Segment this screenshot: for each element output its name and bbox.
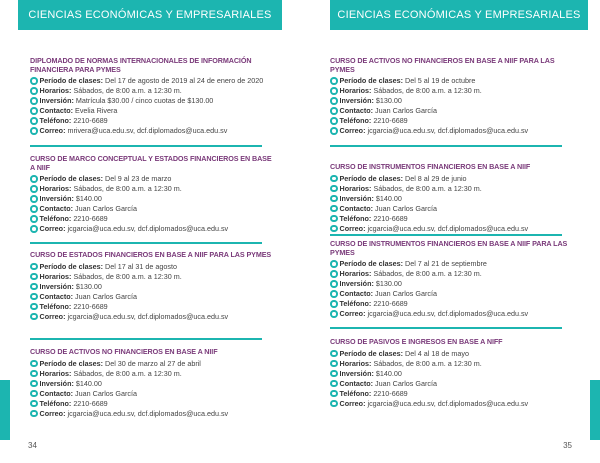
email-label: Correo: (339, 223, 366, 233)
schedule-label: Horarios: (339, 269, 372, 278)
course-block (30, 251, 272, 322)
contact-label: Contacto: (39, 291, 74, 301)
email-label: Correo: (339, 126, 366, 135)
investment-label: Inversión: (39, 378, 74, 388)
phone-value: 2210-6689 (73, 214, 108, 223)
schedule-label: Horarios: (339, 86, 372, 95)
email-row (30, 224, 272, 234)
period-label: Período de clases: (339, 76, 404, 85)
email-value: jcgarcia@uca.edu.sv, dcf.diplomados@uca.edu.sv (367, 126, 529, 135)
side-accent-bar (590, 380, 600, 440)
phone-label: Teléfono: (39, 301, 72, 311)
contact-value: Juan Carlos García (375, 378, 437, 388)
investment-row (30, 379, 272, 389)
investment-label: Inversión: (339, 279, 374, 288)
email-row (330, 309, 572, 319)
contact-row (330, 379, 572, 389)
period-row (30, 76, 272, 86)
email-icon (30, 225, 38, 233)
contact-value: Juan Carlos García (375, 106, 437, 115)
schedule-row (30, 272, 272, 282)
period-label: Período de clases: (339, 173, 404, 183)
clock-icon (330, 270, 338, 278)
period-row (30, 262, 272, 272)
schedule-row (30, 184, 272, 194)
page-number: 35 (563, 441, 572, 450)
contact-row (30, 204, 272, 214)
schedule-row (330, 269, 572, 279)
calendar-icon (330, 260, 338, 268)
schedule-value: Sábados, de 8:00 a.m. a 12:30 m. (73, 184, 182, 193)
email-icon (30, 127, 38, 135)
email-row (30, 126, 272, 136)
money-icon (30, 283, 38, 291)
schedule-label: Horarios: (39, 184, 72, 193)
person-icon (330, 107, 338, 115)
email-value: jcgarcia@uca.edu.sv, dcf.diplomados@uca.edu.sv (367, 223, 529, 233)
phone-row (330, 116, 572, 126)
phone-value: 2210-6689 (373, 299, 408, 308)
phone-row (30, 399, 272, 409)
schedule-row (30, 86, 272, 96)
divider (330, 327, 562, 329)
contact-label: Contacto: (339, 289, 374, 298)
email-label: Correo: (39, 224, 66, 233)
investment-label: Inversión: (39, 194, 74, 203)
period-label: Período de clases: (39, 174, 104, 183)
money-icon (330, 370, 338, 378)
email-icon (330, 225, 338, 233)
clock-icon (30, 370, 38, 378)
phone-label: Teléfono: (39, 214, 72, 223)
course-title: CURSO DE ACTIVOS NO FINANCIEROS EN BASE A NIIF PARA LAS PYMES (330, 56, 555, 74)
period-row (330, 259, 572, 269)
investment-label: Inversión: (339, 96, 374, 105)
email-value: jcgarcia@uca.edu.sv, dcf.diplomados@uca.edu.sv (67, 408, 229, 418)
period-value: Del 17 al 31 de agosto (105, 261, 177, 271)
period-value: Del 8 al 29 de junio (405, 173, 467, 183)
contact-label: Contacto: (339, 106, 374, 115)
money-icon (330, 195, 338, 203)
section-header: CIENCIAS ECONÓMICAS Y EMPRESARIALES (18, 0, 282, 30)
contact-row (30, 292, 272, 302)
contact-value: Evelia Rivera (75, 106, 118, 115)
contact-value: Juan Carlos García (75, 291, 137, 301)
phone-row (330, 299, 572, 309)
divider (30, 242, 262, 244)
schedule-value: Sábados, de 8:00 a.m. a 12:30 m. (373, 358, 482, 368)
course-title: CURSO DE INSTRUMENTOS FINANCIEROS EN BASE A NIIF PARA LAS PYMES (330, 239, 568, 257)
investment-label: Inversión: (339, 193, 374, 203)
calendar-icon (330, 350, 338, 358)
course-block (30, 348, 272, 419)
phone-icon (330, 300, 338, 308)
calendar-icon (30, 77, 38, 85)
phone-value: 2210-6689 (373, 388, 408, 398)
clock-icon (330, 360, 338, 368)
contact-row (330, 289, 572, 299)
schedule-value: Sábados, de 8:00 a.m. a 12:30 m. (373, 183, 482, 193)
period-label: Período de clases: (39, 261, 104, 271)
contact-row (330, 204, 572, 214)
clock-icon (30, 185, 38, 193)
investment-value: $140.00 (375, 193, 402, 203)
course-title: CURSO DE ESTADOS FINANCIEROS EN BASE A NIIF PARA LAS PYMES (30, 250, 272, 259)
investment-label: Inversión: (39, 281, 74, 291)
contact-row (30, 389, 272, 399)
divider (330, 145, 562, 147)
investment-row (330, 279, 572, 289)
page-number: 34 (28, 441, 37, 450)
divider (330, 234, 562, 236)
phone-icon (30, 215, 38, 223)
course-block (30, 57, 272, 136)
phone-value: 2210-6689 (373, 213, 408, 223)
email-label: Correo: (39, 408, 66, 418)
course-block (330, 57, 572, 136)
email-row (30, 409, 272, 419)
contact-value: Juan Carlos García (75, 204, 137, 213)
period-row (330, 174, 572, 184)
period-row (330, 76, 572, 86)
period-value: Del 4 al 18 de mayo (405, 348, 469, 358)
right-page (300, 0, 600, 463)
schedule-value: Sábados, de 8:00 a.m. a 12:30 m. (73, 86, 182, 95)
calendar-icon (30, 175, 38, 183)
money-icon (30, 97, 38, 105)
clock-icon (330, 185, 338, 193)
email-value: jcgarcia@uca.edu.sv, dcf.diplomados@uca.edu.sv (67, 224, 229, 233)
investment-value: Matrícula $30.00 / cinco cuotas de $130.00 (75, 96, 214, 105)
period-row (30, 174, 272, 184)
divider (30, 145, 262, 147)
person-icon (330, 290, 338, 298)
person-icon (330, 380, 338, 388)
calendar-icon (330, 77, 338, 85)
clock-icon (30, 273, 38, 281)
email-label: Correo: (339, 309, 366, 318)
phone-label: Teléfono: (39, 398, 72, 408)
phone-row (330, 214, 572, 224)
course-block (330, 338, 572, 409)
schedule-label: Horarios: (339, 358, 372, 368)
person-icon (30, 205, 38, 213)
contact-row (330, 106, 572, 116)
email-value: mrivera@uca.edu.sv, dcf.diplomados@uca.edu.sv (67, 126, 228, 135)
schedule-label: Horarios: (39, 86, 72, 95)
email-icon (330, 400, 338, 408)
phone-value: 2210-6689 (373, 116, 408, 125)
phone-icon (330, 390, 338, 398)
period-row (30, 359, 272, 369)
schedule-row (30, 369, 272, 379)
money-icon (330, 280, 338, 288)
course-title: DIPLOMADO DE NORMAS INTERNACIONALES DE INFORMACIÓN FINANCIERA PARA PYMES (30, 56, 252, 74)
phone-row (30, 302, 272, 312)
investment-row (330, 194, 572, 204)
investment-value: $130.00 (375, 279, 402, 288)
phone-row (30, 116, 272, 126)
phone-label: Teléfono: (39, 116, 72, 125)
email-row (30, 312, 272, 322)
person-icon (30, 293, 38, 301)
investment-row (30, 96, 272, 106)
contact-value: Juan Carlos García (375, 203, 437, 213)
schedule-row (330, 184, 572, 194)
schedule-row (330, 359, 572, 369)
schedule-label: Horarios: (39, 368, 72, 378)
period-value: Del 17 de agosto de 2019 al 24 de enero de 2020 (105, 76, 264, 85)
divider (30, 338, 262, 340)
email-icon (330, 310, 338, 318)
period-value: Del 9 al 23 de marzo (105, 174, 172, 183)
phone-icon (330, 117, 338, 125)
course-block (30, 155, 272, 234)
clock-icon (330, 87, 338, 95)
contact-label: Contacto: (39, 204, 74, 213)
contact-label: Contacto: (39, 106, 74, 115)
investment-value: $140.00 (75, 378, 102, 388)
investment-value: $130.00 (75, 281, 102, 291)
investment-label: Inversión: (39, 96, 74, 105)
money-icon (30, 380, 38, 388)
phone-label: Teléfono: (339, 116, 372, 125)
schedule-value: Sábados, de 8:00 a.m. a 12:30 m. (373, 269, 482, 278)
contact-label: Contacto: (339, 203, 374, 213)
investment-value: $130.00 (375, 96, 402, 105)
course-block (330, 240, 572, 319)
calendar-icon (330, 175, 338, 183)
calendar-icon (30, 360, 38, 368)
email-value: jcgarcia@uca.edu.sv, dcf.diplomados@uca.edu.sv (367, 398, 529, 408)
phone-icon (30, 303, 38, 311)
period-label: Período de clases: (39, 358, 104, 368)
schedule-label: Horarios: (339, 183, 372, 193)
phone-label: Teléfono: (339, 299, 372, 308)
schedule-value: Sábados, de 8:00 a.m. a 12:30 m. (373, 86, 482, 95)
course-title: CURSO DE MARCO CONCEPTUAL Y ESTADOS FINANCIEROS EN BASE A NIIF (30, 154, 272, 172)
email-icon (30, 313, 38, 321)
email-value: jcgarcia@uca.edu.sv, dcf.diplomados@uca.edu.sv (67, 311, 229, 321)
investment-row (30, 282, 272, 292)
period-value: Del 7 al 21 de septiembre (405, 259, 487, 268)
email-icon (330, 127, 338, 135)
course-title: CURSO DE INSTRUMENTOS FINANCIEROS EN BASE A NIIF (330, 162, 531, 171)
email-label: Correo: (39, 126, 66, 135)
investment-label: Inversión: (339, 368, 374, 378)
phone-row (330, 389, 572, 399)
money-icon (30, 195, 38, 203)
course-block (330, 163, 572, 234)
clock-icon (30, 87, 38, 95)
calendar-icon (30, 263, 38, 271)
email-icon (30, 410, 38, 418)
contact-value: Juan Carlos García (75, 388, 137, 398)
schedule-value: Sábados, de 8:00 a.m. a 12:30 m. (73, 271, 182, 281)
phone-label: Teléfono: (339, 213, 372, 223)
section-header: CIENCIAS ECONÓMICAS Y EMPRESARIALES (330, 0, 588, 30)
email-value: jcgarcia@uca.edu.sv, dcf.diplomados@uca.edu.sv (367, 309, 529, 318)
contact-label: Contacto: (39, 388, 74, 398)
phone-row (30, 214, 272, 224)
contact-row (30, 106, 272, 116)
course-title: CURSO DE ACTIVOS NO FINANCIEROS EN BASE A NIIF (30, 347, 218, 356)
contact-label: Contacto: (339, 378, 374, 388)
course-title: CURSO DE PASIVOS E INGRESOS EN BASE A NIFF (330, 337, 503, 346)
phone-icon (30, 117, 38, 125)
phone-value: 2210-6689 (73, 301, 108, 311)
investment-row (330, 369, 572, 379)
email-label: Correo: (339, 398, 366, 408)
period-label: Período de clases: (339, 259, 404, 268)
contact-value: Juan Carlos García (375, 289, 437, 298)
person-icon (330, 205, 338, 213)
phone-icon (30, 400, 38, 408)
period-label: Período de clases: (39, 76, 104, 85)
money-icon (330, 97, 338, 105)
schedule-label: Horarios: (39, 271, 72, 281)
side-accent-bar (0, 380, 10, 440)
investment-value: $140.00 (75, 194, 102, 203)
email-row (330, 399, 572, 409)
investment-value: $140.00 (375, 368, 402, 378)
phone-value: 2210-6689 (73, 116, 108, 125)
person-icon (30, 390, 38, 398)
email-label: Correo: (39, 311, 66, 321)
period-value: Del 5 al 19 de octubre (405, 76, 476, 85)
period-row (330, 349, 572, 359)
phone-label: Teléfono: (339, 388, 372, 398)
email-row (330, 224, 572, 234)
schedule-value: Sábados, de 8:00 a.m. a 12:30 m. (73, 368, 182, 378)
phone-value: 2210-6689 (73, 398, 108, 408)
investment-row (30, 194, 272, 204)
period-label: Período de clases: (339, 348, 404, 358)
phone-icon (330, 215, 338, 223)
email-row (330, 126, 572, 136)
period-value: Del 30 de marzo al 27 de abril (105, 358, 201, 368)
investment-row (330, 96, 572, 106)
person-icon (30, 107, 38, 115)
schedule-row (330, 86, 572, 96)
